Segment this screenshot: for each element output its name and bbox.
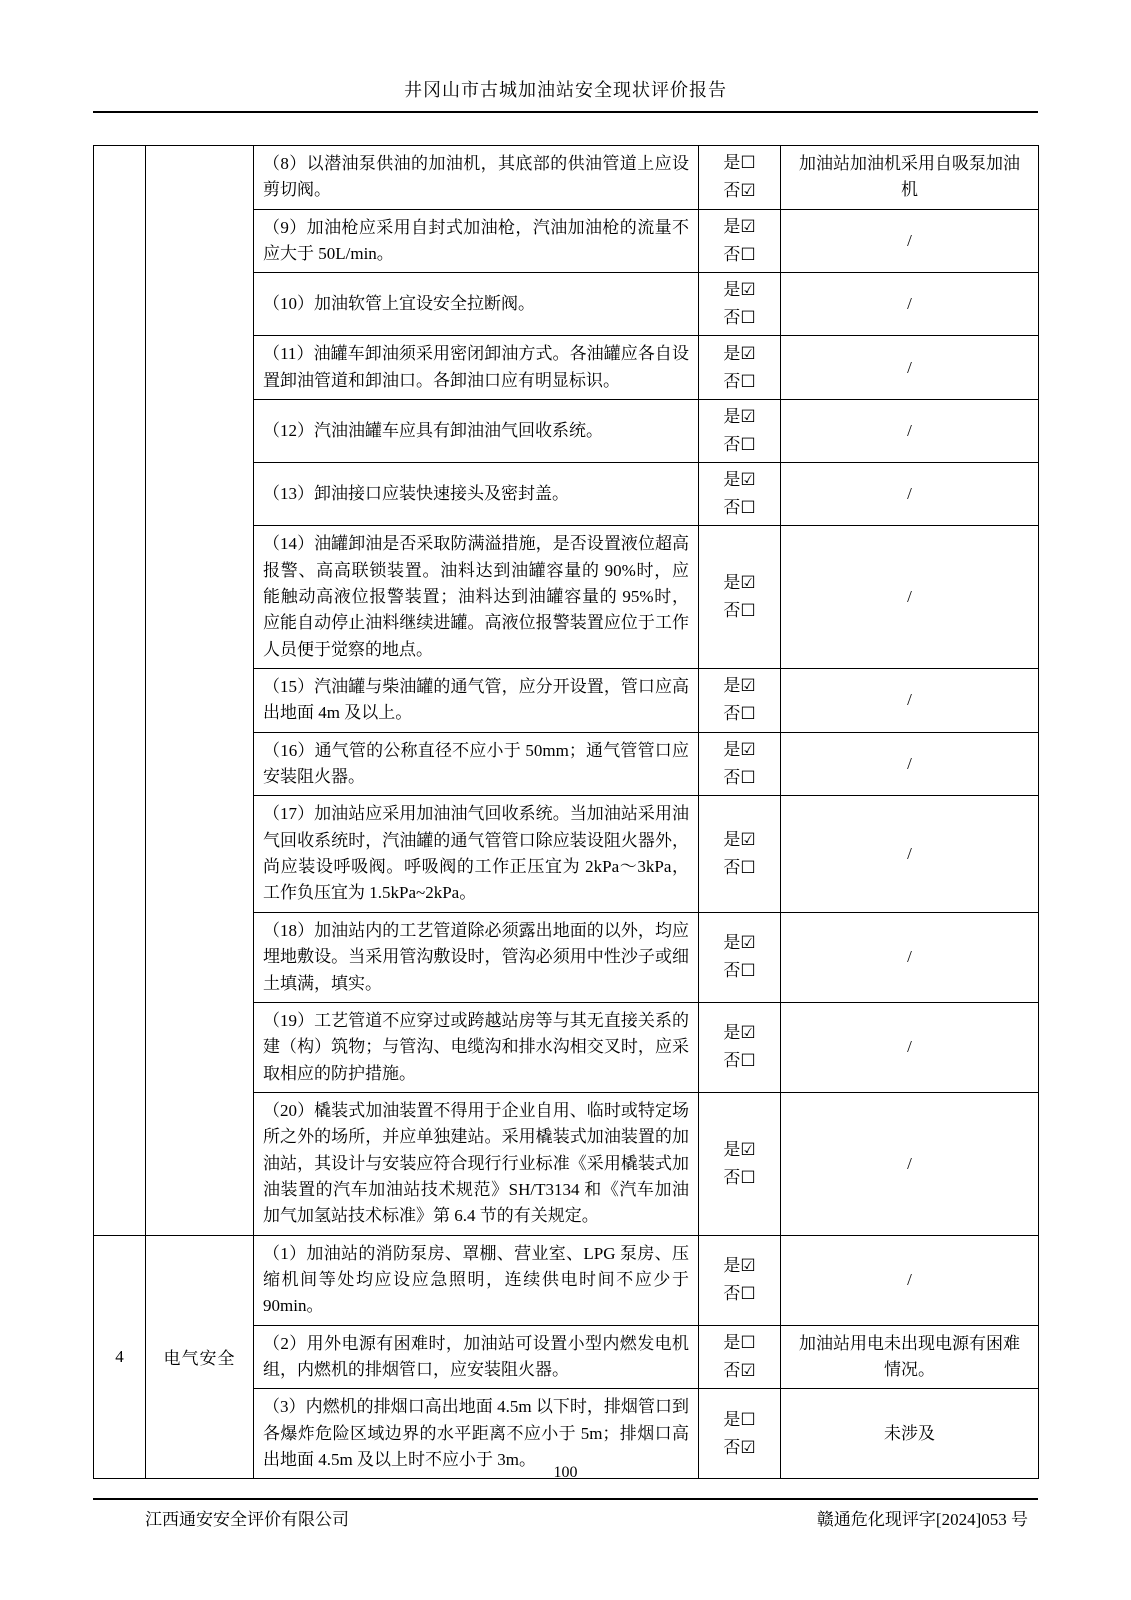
safety-checklist-table — [93, 145, 1039, 1479]
yes-checkbox: 是☑ — [723, 280, 756, 300]
yes-no-cell — [699, 209, 781, 273]
section-category-cell: 电气安全 — [146, 1235, 254, 1479]
remark-cell: / — [781, 732, 1039, 796]
yes-no-cell — [699, 796, 781, 912]
yes-no-cell — [699, 463, 781, 526]
no-checkbox: 否☐ — [723, 961, 756, 981]
yes-no-cell — [699, 526, 781, 669]
checklist-item-text: （10）加油软管上宜设安全拉断阀。 — [254, 273, 699, 336]
page-number: 100 — [553, 1464, 578, 1481]
remark-cell: / — [781, 1235, 1039, 1325]
no-checkbox: 否☐ — [723, 308, 756, 328]
remark-cell: / — [781, 463, 1039, 526]
checklist-item-text: （3）内燃机的排烟口高出地面 4.5m 以下时，排烟管口到各爆炸危险区域边界的水平距离不应小于 5m；排烟口高出地面 4.5m 及以上时不应小于 3m。 — [254, 1389, 699, 1479]
yes-no-cell — [699, 273, 781, 336]
page-title: 井冈山市古城加油站安全现状评价报告 — [93, 76, 1038, 113]
remark-cell: / — [781, 796, 1039, 912]
remark-cell: / — [781, 400, 1039, 463]
yes-checkbox: 是☑ — [723, 216, 756, 236]
yes-checkbox: 是☑ — [723, 407, 756, 427]
yes-checkbox: 是☑ — [723, 1139, 756, 1159]
yes-no-cell — [699, 1092, 781, 1235]
remark-cell: / — [781, 526, 1039, 669]
yes-no-cell — [699, 400, 781, 463]
yes-no-cell — [699, 146, 781, 210]
no-checkbox: 否☐ — [723, 768, 756, 788]
footer-company: 江西通安安全评价有限公司 — [145, 1510, 349, 1529]
yes-checkbox: 是☐ — [723, 1409, 756, 1429]
no-checkbox: 否☐ — [723, 245, 756, 265]
remark-cell: / — [781, 1002, 1039, 1092]
yes-checkbox: 是☐ — [723, 1332, 756, 1352]
checklist-item-text: （14）油罐卸油是否采取防满溢措施，是否设置液位超高报警、高高联锁装置。油料达到油罐容量的 90%时，应能触动高液位报警装置；油料达到油罐容量的 95%时，应能自动停止油料继续进罐。高液位报警装置应位于工作人员便于觉察的地点。 — [254, 526, 699, 669]
no-checkbox: 否☑ — [723, 181, 756, 201]
remark-cell: / — [781, 273, 1039, 336]
checklist-item-text: （12）汽油油罐车应具有卸油油气回收系统。 — [254, 400, 699, 463]
page-content — [93, 0, 1038, 1479]
checklist-item-text: （11）油罐车卸油须采用密闭卸油方式。各油罐应各自设置卸油管道和卸油口。各卸油口应有明显标识。 — [254, 336, 699, 400]
yes-checkbox: 是☑ — [723, 676, 756, 696]
no-checkbox: 否☐ — [723, 435, 756, 455]
yes-no-cell — [699, 336, 781, 400]
yes-checkbox: 是☑ — [723, 1256, 756, 1276]
remark-cell: / — [781, 669, 1039, 733]
checklist-item-text: （1）加油站的消防泵房、罩棚、营业室、LPG 泵房、压缩机间等处均应设应急照明，连续供电时间不应少于 90min。 — [254, 1235, 699, 1325]
section-index-cell — [94, 146, 146, 1236]
no-checkbox: 否☑ — [723, 1360, 756, 1380]
yes-no-cell — [699, 1325, 781, 1389]
table-row — [94, 146, 1039, 210]
section-index-cell: 4 — [94, 1235, 146, 1479]
remark-cell: 加油站加油机采用自吸泵加油机 — [781, 146, 1039, 210]
yes-checkbox: 是☑ — [723, 573, 756, 593]
yes-checkbox: 是☐ — [723, 153, 756, 173]
yes-checkbox: 是☑ — [723, 343, 756, 363]
no-checkbox: 否☐ — [723, 704, 756, 724]
remark-cell: / — [781, 209, 1039, 273]
yes-no-cell — [699, 1002, 781, 1092]
checklist-item-text: （20）橇装式加油装置不得用于企业自用、临时或特定场所之外的场所，并应单独建站。采用橇装式加油装置的加油站，其设计与安装应符合现行行业标准《采用橇装式加油装置的汽车加油站技术规范》SH/T3134 和《汽车加油加气加氢站技术标准》第 6.4 节的有关规定。 — [254, 1092, 699, 1235]
yes-no-cell — [699, 669, 781, 733]
checklist-item-text: （19）工艺管道不应穿过或跨越站房等与其无直接关系的建（构）筑物；与管沟、电缆沟和排水沟相交叉时，应采取相应的防护措施。 — [254, 1002, 699, 1092]
remark-cell: 加油站用电未出现电源有困难情况。 — [781, 1325, 1039, 1389]
yes-no-cell — [699, 912, 781, 1002]
checklist-item-text: （9）加油枪应采用自封式加油枪，汽油加油枪的流量不应大于 50L/min。 — [254, 209, 699, 273]
checklist-item-text: （18）加油站内的工艺管道除必须露出地面的以外，均应埋地敷设。当采用管沟敷设时，管沟必须用中性沙子或细土填满，填实。 — [254, 912, 699, 1002]
checklist-item-text: （2）用外电源有困难时，加油站可设置小型内燃发电机组，内燃机的排烟管口，应安装阻火器。 — [254, 1325, 699, 1389]
yes-no-cell — [699, 732, 781, 796]
remark-cell: / — [781, 912, 1039, 1002]
remark-cell: 未涉及 — [781, 1389, 1039, 1479]
yes-checkbox: 是☑ — [723, 740, 756, 760]
no-checkbox: 否☐ — [723, 1051, 756, 1071]
checklist-item-text: （17）加油站应采用加油油气回收系统。当加油站采用油气回收系统时，汽油罐的通气管管口除应装设阻火器外，尚应装设呼吸阀。呼吸阀的工作正压宜为 2kPa～3kPa，工作负压宜为 1.5kPa~2kPa。 — [254, 796, 699, 912]
yes-checkbox: 是☑ — [723, 1023, 756, 1043]
no-checkbox: 否☐ — [723, 1167, 756, 1187]
remark-cell: / — [781, 336, 1039, 400]
yes-checkbox: 是☑ — [723, 933, 756, 953]
yes-checkbox: 是☑ — [723, 470, 756, 490]
no-checkbox: 否☐ — [723, 858, 756, 878]
table-row — [94, 1235, 1039, 1325]
checklist-item-text: （8）以潜油泵供油的加油机，其底部的供油管道上应设剪切阀。 — [254, 146, 699, 210]
yes-no-cell — [699, 1235, 781, 1325]
section-category-cell — [146, 146, 254, 1236]
yes-checkbox: 是☑ — [723, 830, 756, 850]
footer-document-number: 赣通危化现评字[2024]053 号 — [816, 1510, 1028, 1529]
no-checkbox: 否☐ — [723, 1284, 756, 1304]
no-checkbox: 否☐ — [723, 498, 756, 518]
remark-cell: / — [781, 1092, 1039, 1235]
checklist-item-text: （16）通气管的公称直径不应小于 50mm；通气管管口应安装阻火器。 — [254, 732, 699, 796]
checklist-item-text: （13）卸油接口应装快速接头及密封盖。 — [254, 463, 699, 526]
checklist-item-text: （15）汽油罐与柴油罐的通气管，应分开设置，管口应高出地面 4m 及以上。 — [254, 669, 699, 733]
page-footer — [93, 1498, 1038, 1530]
no-checkbox: 否☐ — [723, 371, 756, 391]
no-checkbox: 否☐ — [723, 601, 756, 621]
no-checkbox: 否☑ — [723, 1437, 756, 1457]
